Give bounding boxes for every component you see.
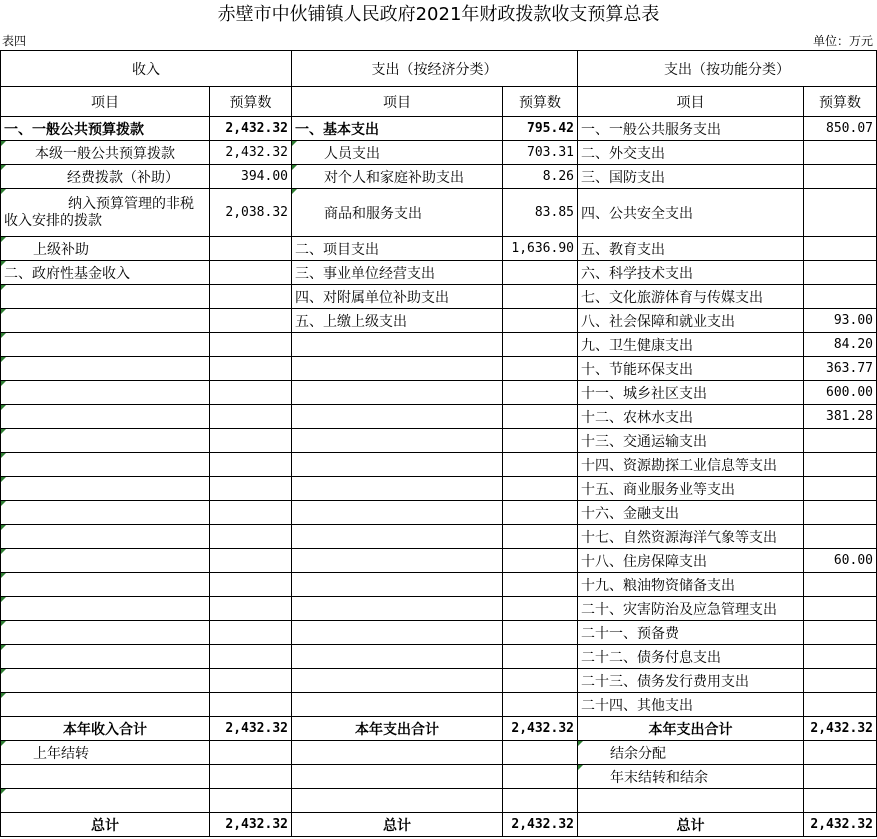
econ-item-empty xyxy=(292,549,503,573)
income-value xyxy=(210,237,292,261)
econ-value-empty xyxy=(503,333,578,357)
table-row xyxy=(1,453,877,477)
income-total-label: 本年收入合计 xyxy=(1,717,210,741)
func-value xyxy=(804,237,877,261)
table-row xyxy=(1,309,877,333)
func-header: 支出（按功能分类） xyxy=(578,51,877,87)
income-carry-value-empty xyxy=(210,765,292,789)
econ-carry-value-empty xyxy=(503,765,578,789)
econ-item-empty xyxy=(292,453,503,477)
income-item-empty xyxy=(1,477,210,501)
econ-value-empty xyxy=(503,669,578,693)
func-grand-label: 总计 xyxy=(578,813,804,837)
income-carry-empty xyxy=(1,765,210,789)
income-item-empty xyxy=(1,621,210,645)
table-row xyxy=(1,669,877,693)
econ-value-empty xyxy=(503,501,578,525)
econ-item: 人员支出 xyxy=(292,141,503,165)
econ-value xyxy=(503,285,578,309)
table-row xyxy=(1,333,877,357)
income-grand-value: 2,432.32 xyxy=(210,813,292,837)
econ-value: 795.42 xyxy=(503,117,578,141)
income-value: 2,432.32 xyxy=(210,141,292,165)
econ-item-empty xyxy=(292,573,503,597)
func-value: 381.28 xyxy=(804,405,877,429)
func-value xyxy=(804,429,877,453)
econ-value xyxy=(503,309,578,333)
income-item-empty xyxy=(1,453,210,477)
func-value xyxy=(804,477,877,501)
page-title: 赤壁市中伙铺镇人民政府2021年财政拨款收支预算总表 xyxy=(217,4,660,25)
table-row xyxy=(1,621,877,645)
econ-item: 一、基本支出 xyxy=(292,117,503,141)
income-item-empty xyxy=(1,429,210,453)
income-item-empty xyxy=(1,309,210,333)
econ-grand-value: 2,432.32 xyxy=(503,813,578,837)
income-item-header: 项目 xyxy=(1,87,210,117)
func-value xyxy=(804,597,877,621)
carry-row xyxy=(1,765,877,789)
econ-item: 三、事业单位经营支出 xyxy=(292,261,503,285)
budget-table xyxy=(0,50,877,837)
econ-value: 83.85 xyxy=(503,189,578,237)
econ-carry-value-empty xyxy=(503,741,578,765)
income-item: 本级一般公共预算拨款 xyxy=(1,141,210,165)
table-row xyxy=(1,501,877,525)
income-item-empty xyxy=(1,285,210,309)
econ-value-empty xyxy=(503,645,578,669)
econ-value xyxy=(503,261,578,285)
carry-row xyxy=(1,741,877,765)
income-value: 2,038.32 xyxy=(210,189,292,237)
income-value-empty xyxy=(210,309,292,333)
grand-total-row xyxy=(1,813,877,837)
income-value-empty xyxy=(210,285,292,309)
econ-value: 703.31 xyxy=(503,141,578,165)
econ-item-empty xyxy=(292,669,503,693)
table-row xyxy=(1,357,877,381)
func-value: 363.77 xyxy=(804,357,877,381)
econ-value-empty xyxy=(503,789,578,813)
func-value: 60.00 xyxy=(804,549,877,573)
income-value-empty xyxy=(210,405,292,429)
totals-row xyxy=(1,717,877,741)
func-item: 十五、商业服务业等支出 xyxy=(578,477,804,501)
income-item-empty xyxy=(1,525,210,549)
table-row xyxy=(1,549,877,573)
econ-item-empty xyxy=(292,597,503,621)
prev-carry-value xyxy=(210,741,292,765)
func-item: 二十三、债务发行费用支出 xyxy=(578,669,804,693)
income-value-empty xyxy=(210,381,292,405)
econ-item-empty xyxy=(292,429,503,453)
func-value xyxy=(804,669,877,693)
func-item: 六、科学技术支出 xyxy=(578,261,804,285)
func-item: 十二、农林水支出 xyxy=(578,405,804,429)
income-value-empty xyxy=(210,621,292,645)
econ-item-empty xyxy=(292,525,503,549)
income-item-empty xyxy=(1,501,210,525)
func-value xyxy=(804,285,877,309)
func-value xyxy=(804,141,877,165)
econ-value-empty xyxy=(503,573,578,597)
table-row xyxy=(1,597,877,621)
income-item-empty xyxy=(1,405,210,429)
prev-carry-label: 上年结转 xyxy=(1,741,210,765)
func-value xyxy=(804,621,877,645)
econ-value-empty xyxy=(503,357,578,381)
econ-value: 8.26 xyxy=(503,165,578,189)
func-value xyxy=(804,645,877,669)
income-item: 经费拨款（补助） xyxy=(1,165,210,189)
income-value-empty xyxy=(210,429,292,453)
econ-item-empty xyxy=(292,357,503,381)
func-value: 93.00 xyxy=(804,309,877,333)
income-value-empty xyxy=(210,597,292,621)
econ-item-empty xyxy=(292,333,503,357)
table-row xyxy=(1,381,877,405)
econ-item-empty xyxy=(292,693,503,717)
income-value-empty xyxy=(210,333,292,357)
header-row-group xyxy=(1,51,877,87)
func-value: 600.00 xyxy=(804,381,877,405)
func-item: 二十二、债务付息支出 xyxy=(578,645,804,669)
econ-value-empty xyxy=(503,621,578,645)
table-row xyxy=(1,261,877,285)
income-item-empty xyxy=(1,333,210,357)
func-value: 850.07 xyxy=(804,117,877,141)
func-value xyxy=(804,501,877,525)
econ-carry-empty xyxy=(292,765,503,789)
income-grand-label: 总计 xyxy=(1,813,210,837)
income-item-empty xyxy=(1,549,210,573)
econ-value-empty xyxy=(503,429,578,453)
table-row xyxy=(1,165,877,189)
econ-item-empty xyxy=(292,501,503,525)
econ-item-empty xyxy=(292,645,503,669)
income-header: 收入 xyxy=(1,51,292,87)
func-item-empty xyxy=(578,789,804,813)
table-row xyxy=(1,117,877,141)
income-value-empty xyxy=(210,789,292,813)
surplus-label: 结余分配 xyxy=(578,741,804,765)
income-total-value: 2,432.32 xyxy=(210,717,292,741)
income-item: 一、一般公共预算拨款 xyxy=(1,117,210,141)
budget-table-wrapper xyxy=(0,50,877,837)
econ-value-empty xyxy=(503,693,578,717)
econ-value-empty xyxy=(503,525,578,549)
table-row xyxy=(1,429,877,453)
func-value-empty xyxy=(804,789,877,813)
table-row xyxy=(1,141,877,165)
income-value-empty xyxy=(210,357,292,381)
econ-item-empty xyxy=(292,789,503,813)
econ-item-header: 项目 xyxy=(292,87,503,117)
func-item: 十三、交通运输支出 xyxy=(578,429,804,453)
func-value xyxy=(804,693,877,717)
econ-value-empty xyxy=(503,381,578,405)
unit-label: 单位：万元 xyxy=(812,34,873,48)
econ-grand-label: 总计 xyxy=(292,813,503,837)
income-value-empty xyxy=(210,453,292,477)
func-item: 十四、资源勘探工业信息等支出 xyxy=(578,453,804,477)
econ-item: 对个人和家庭补助支出 xyxy=(292,165,503,189)
func-item: 五、教育支出 xyxy=(578,237,804,261)
func-value xyxy=(804,165,877,189)
year-end-value xyxy=(804,765,877,789)
func-item: 七、文化旅游体育与传媒支出 xyxy=(578,285,804,309)
econ-item: 商品和服务支出 xyxy=(292,189,503,237)
econ-value-empty xyxy=(503,597,578,621)
econ-value: 1,636.90 xyxy=(503,237,578,261)
func-total-label: 本年支出合计 xyxy=(578,717,804,741)
econ-item-empty xyxy=(292,621,503,645)
func-value xyxy=(804,453,877,477)
func-total-value: 2,432.32 xyxy=(804,717,877,741)
func-value: 84.20 xyxy=(804,333,877,357)
func-item: 二十、灾害防治及应急管理支出 xyxy=(578,597,804,621)
income-item-empty xyxy=(1,357,210,381)
func-value xyxy=(804,525,877,549)
func-item: 十九、粮油物资储备支出 xyxy=(578,573,804,597)
income-value-empty xyxy=(210,573,292,597)
year-end-label: 年末结转和结余 xyxy=(578,765,804,789)
income-item-empty xyxy=(1,789,210,813)
income-item-empty xyxy=(1,597,210,621)
income-value-empty xyxy=(210,645,292,669)
table-row xyxy=(1,693,877,717)
income-value: 394.00 xyxy=(210,165,292,189)
income-item: 二、政府性基金收入 xyxy=(1,261,210,285)
func-value xyxy=(804,573,877,597)
func-item: 四、公共安全支出 xyxy=(578,189,804,237)
func-item: 二十一、预备费 xyxy=(578,621,804,645)
econ-total-value: 2,432.32 xyxy=(503,717,578,741)
func-value xyxy=(804,189,877,237)
table-row xyxy=(1,405,877,429)
income-item-empty xyxy=(1,693,210,717)
income-item-empty xyxy=(1,645,210,669)
func-item: 十一、城乡社区支出 xyxy=(578,381,804,405)
econ-item-empty xyxy=(292,381,503,405)
table-row xyxy=(1,477,877,501)
table-row xyxy=(1,525,877,549)
income-budget-header: 预算数 xyxy=(210,87,292,117)
table-row xyxy=(1,189,877,237)
econ-value-empty xyxy=(503,549,578,573)
budget-table-body xyxy=(1,51,877,837)
income-value-empty xyxy=(210,501,292,525)
income-value-empty xyxy=(210,669,292,693)
econ-item: 二、项目支出 xyxy=(292,237,503,261)
income-value-empty xyxy=(210,693,292,717)
econ-total-label: 本年支出合计 xyxy=(292,717,503,741)
func-budget-header: 预算数 xyxy=(804,87,877,117)
income-item-empty xyxy=(1,669,210,693)
income-item: 纳入预算管理的非税收入安排的拨款 xyxy=(1,189,210,237)
econ-carry-empty xyxy=(292,741,503,765)
income-item: 上级补助 xyxy=(1,237,210,261)
income-value-empty xyxy=(210,549,292,573)
func-item: 一、一般公共服务支出 xyxy=(578,117,804,141)
income-value: 2,432.32 xyxy=(210,117,292,141)
func-item: 二、外交支出 xyxy=(578,141,804,165)
econ-item: 四、对附属单位补助支出 xyxy=(292,285,503,309)
table-row xyxy=(1,237,877,261)
table-row xyxy=(1,645,877,669)
income-item-empty xyxy=(1,381,210,405)
func-grand-value: 2,432.32 xyxy=(804,813,877,837)
func-item: 十八、住房保障支出 xyxy=(578,549,804,573)
income-item-empty xyxy=(1,573,210,597)
econ-value-empty xyxy=(503,477,578,501)
func-item: 八、社会保障和就业支出 xyxy=(578,309,804,333)
econ-value-empty xyxy=(503,405,578,429)
func-item-header: 项目 xyxy=(578,87,804,117)
func-item: 十、节能环保支出 xyxy=(578,357,804,381)
table-row xyxy=(1,573,877,597)
econ-header: 支出（按经济分类） xyxy=(292,51,578,87)
func-item: 九、卫生健康支出 xyxy=(578,333,804,357)
econ-item: 五、上缴上级支出 xyxy=(292,309,503,333)
func-item: 二十四、其他支出 xyxy=(578,693,804,717)
func-item: 十六、金融支出 xyxy=(578,501,804,525)
econ-item-empty xyxy=(292,405,503,429)
income-value-empty xyxy=(210,525,292,549)
func-value xyxy=(804,261,877,285)
table-row xyxy=(1,285,877,309)
econ-value-empty xyxy=(503,453,578,477)
income-value xyxy=(210,261,292,285)
surplus-value xyxy=(804,741,877,765)
table-row xyxy=(1,789,877,813)
func-item: 十七、自然资源海洋气象等支出 xyxy=(578,525,804,549)
income-value-empty xyxy=(210,477,292,501)
econ-budget-header: 预算数 xyxy=(503,87,578,117)
header-row-columns xyxy=(1,87,877,117)
func-item: 三、国防支出 xyxy=(578,165,804,189)
econ-item-empty xyxy=(292,477,503,501)
table-number: 表四 xyxy=(2,34,27,48)
